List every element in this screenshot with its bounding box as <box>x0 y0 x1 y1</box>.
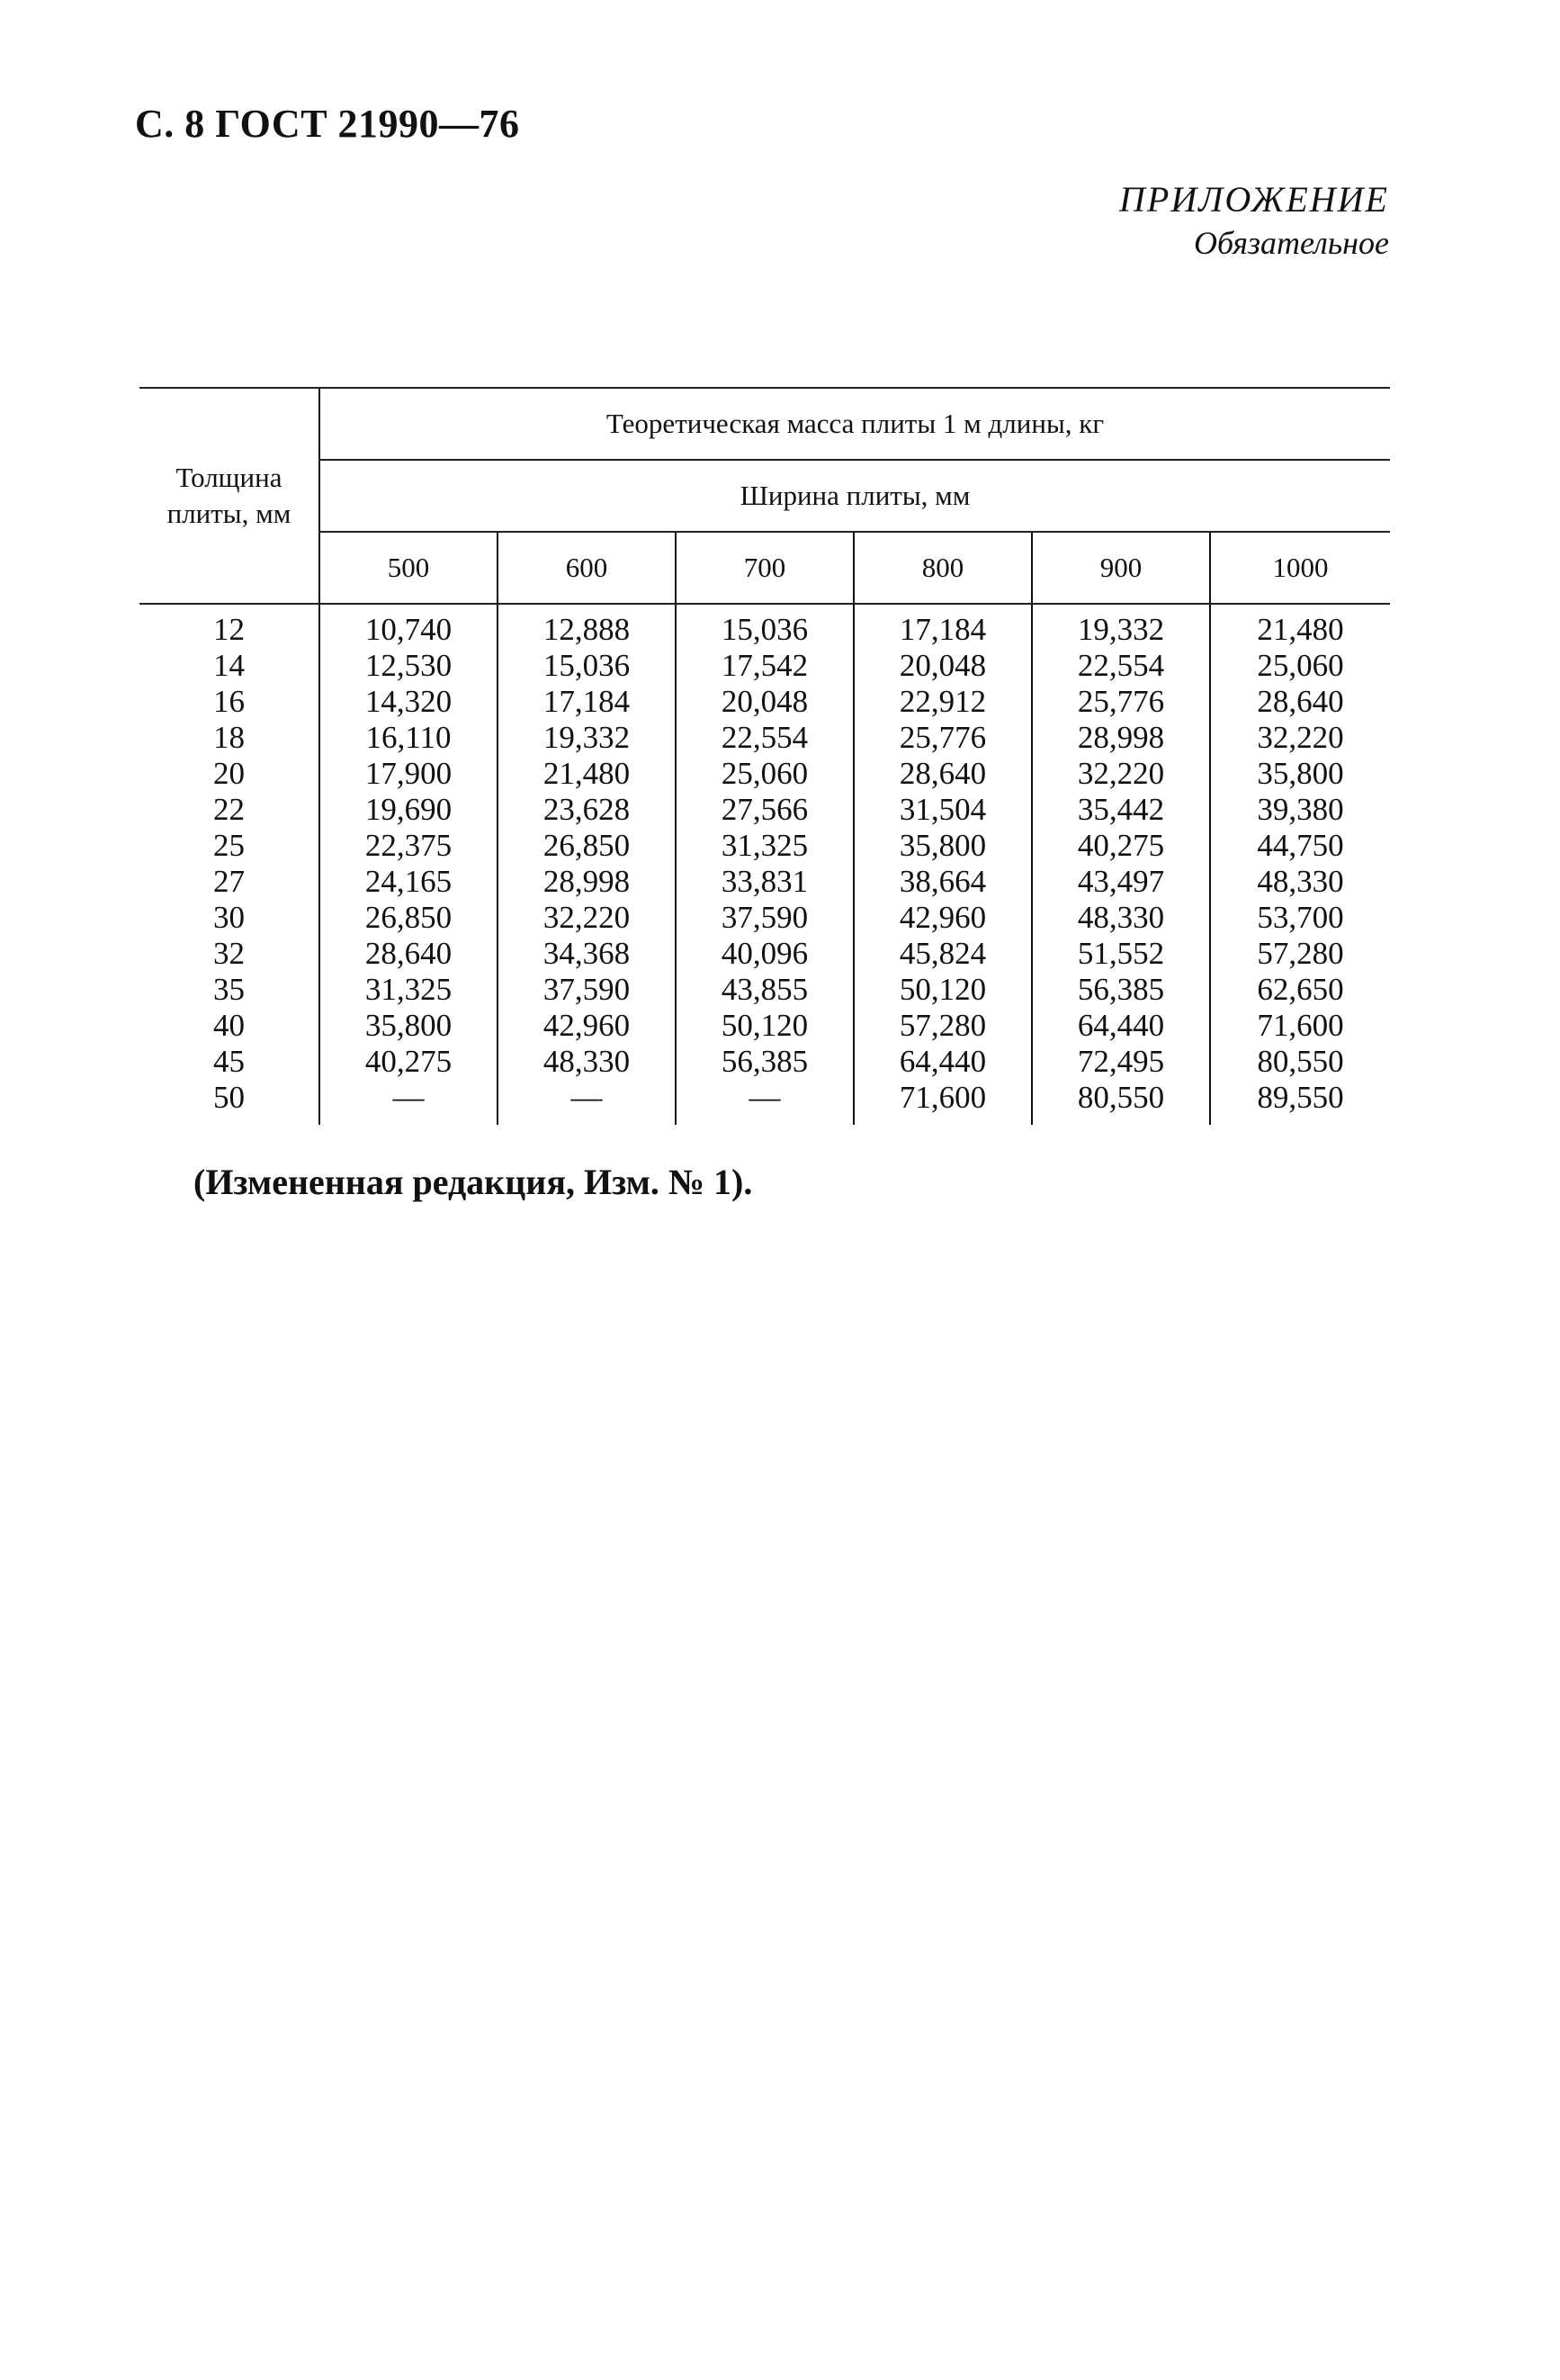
mass-cell: 53,700 <box>1210 900 1390 936</box>
appendix-title: ПРИЛОЖЕНИЕ <box>1119 179 1389 220</box>
mass-cell: 57,280 <box>1210 936 1390 972</box>
thickness-header <box>139 388 319 604</box>
table-body <box>139 604 1390 1125</box>
mass-cell: 38,664 <box>854 864 1032 900</box>
width-column-header: 500 <box>319 532 498 604</box>
mass-cell: 32,220 <box>1210 720 1390 756</box>
mass-cell: 26,850 <box>498 828 676 864</box>
mass-cell: 44,750 <box>1210 828 1390 864</box>
mass-cell: 16,110 <box>319 720 498 756</box>
mass-cell: 10,740 <box>319 604 498 648</box>
thickness-header-line-1: Толщина <box>175 462 282 493</box>
mass-cell: 39,380 <box>1210 792 1390 828</box>
mass-cell: 72,495 <box>1032 1044 1210 1080</box>
mass-cell: 22,554 <box>1032 648 1210 684</box>
mass-cell: 12,530 <box>319 648 498 684</box>
mass-cell: 28,998 <box>498 864 676 900</box>
mass-cell: 26,850 <box>319 900 498 936</box>
mass-cell: 24,165 <box>319 864 498 900</box>
mass-cell: 31,325 <box>319 972 498 1008</box>
mass-cell: 89,550 <box>1210 1080 1390 1125</box>
mass-cell: 15,036 <box>676 604 854 648</box>
thickness-cell: 25 <box>213 828 245 863</box>
mass-cell: 50,120 <box>854 972 1032 1008</box>
table-row <box>139 604 1390 648</box>
thickness-cell: 27 <box>213 864 245 899</box>
mass-cell: 45,824 <box>854 936 1032 972</box>
mass-cell: 80,550 <box>1032 1080 1210 1125</box>
mass-cell: 31,325 <box>676 828 854 864</box>
mass-cell: 71,600 <box>1210 1008 1390 1044</box>
mass-cell: 23,628 <box>498 792 676 828</box>
thickness-cell: 22 <box>213 792 245 827</box>
width-column-header: 700 <box>676 532 854 604</box>
mass-cell: 28,998 <box>1032 720 1210 756</box>
revision-note: (Измененная редакция, Изм. № 1). <box>193 1162 753 1202</box>
table-row <box>139 1008 1390 1044</box>
width-header: Ширина плиты, мм <box>319 460 1390 532</box>
mass-cell: 56,385 <box>1032 972 1210 1008</box>
width-columns-row <box>139 532 1390 604</box>
mass-cell: 28,640 <box>854 756 1032 792</box>
mass-cell: — <box>319 1080 498 1125</box>
mass-cell: 64,440 <box>1032 1008 1210 1044</box>
mass-cell: 43,855 <box>676 972 854 1008</box>
table-row <box>139 864 1390 900</box>
mass-cell: 25,776 <box>854 720 1032 756</box>
thickness-cell: 12 <box>213 612 245 647</box>
mass-cell: 34,368 <box>498 936 676 972</box>
mass-cell: 25,776 <box>1032 684 1210 720</box>
mass-cell: 35,800 <box>1210 756 1390 792</box>
mass-cell: 25,060 <box>676 756 854 792</box>
mass-cell: 56,385 <box>676 1044 854 1080</box>
mass-cell: 35,800 <box>319 1008 498 1044</box>
width-column-header: 900 <box>1032 532 1210 604</box>
mass-cell: 20,048 <box>676 684 854 720</box>
mass-cell: 50,120 <box>676 1008 854 1044</box>
mass-cell: 32,220 <box>498 900 676 936</box>
mass-cell: 17,184 <box>498 684 676 720</box>
mass-cell: 15,036 <box>498 648 676 684</box>
thickness-header-line-2: плиты, мм <box>166 498 291 529</box>
mass-cell: — <box>676 1080 854 1125</box>
mass-cell: 40,275 <box>319 1044 498 1080</box>
mass-cell: 57,280 <box>854 1008 1032 1044</box>
mass-cell: 17,542 <box>676 648 854 684</box>
mass-cell: 12,888 <box>498 604 676 648</box>
table-row <box>139 684 1390 720</box>
mass-cell: 48,330 <box>498 1044 676 1080</box>
mass-cell: 22,375 <box>319 828 498 864</box>
table-row <box>139 720 1390 756</box>
mass-cell: 37,590 <box>498 972 676 1008</box>
table-row <box>139 828 1390 864</box>
mass-cell: 32,220 <box>1032 756 1210 792</box>
mass-cell: 22,912 <box>854 684 1032 720</box>
mass-cell: 42,960 <box>498 1008 676 1044</box>
appendix-label <box>1119 178 1389 262</box>
page-header: С. 8 ГОСТ 21990—76 <box>135 102 520 146</box>
table-row <box>139 972 1390 1008</box>
mass-cell: 31,504 <box>854 792 1032 828</box>
mass-cell: 21,480 <box>1210 604 1390 648</box>
width-column-header: 600 <box>498 532 676 604</box>
mass-cell: 20,048 <box>854 648 1032 684</box>
appendix-subtitle: Обязательное <box>1194 225 1389 261</box>
mass-cell: 62,650 <box>1210 972 1390 1008</box>
table-row <box>139 900 1390 936</box>
mass-table <box>139 387 1390 1125</box>
mass-cell: 42,960 <box>854 900 1032 936</box>
mass-cell: 27,566 <box>676 792 854 828</box>
mass-cell: 43,497 <box>1032 864 1210 900</box>
mass-cell: 48,330 <box>1210 864 1390 900</box>
thickness-cell: 30 <box>213 900 245 935</box>
mass-cell: 33,831 <box>676 864 854 900</box>
width-column-header: 1000 <box>1210 532 1390 604</box>
width-column-header: 800 <box>854 532 1032 604</box>
mass-cell: 37,590 <box>676 900 854 936</box>
mass-cell: 48,330 <box>1032 900 1210 936</box>
mass-cell: 40,275 <box>1032 828 1210 864</box>
thickness-cell: 45 <box>213 1044 245 1079</box>
mass-cell: — <box>498 1080 676 1125</box>
mass-cell: 35,442 <box>1032 792 1210 828</box>
mass-cell: 19,332 <box>498 720 676 756</box>
table-row <box>139 1044 1390 1080</box>
mass-cell: 71,600 <box>854 1080 1032 1125</box>
mass-cell: 28,640 <box>1210 684 1390 720</box>
mass-cell: 25,060 <box>1210 648 1390 684</box>
thickness-cell: 20 <box>213 756 245 791</box>
mass-cell: 19,690 <box>319 792 498 828</box>
mass-cell: 35,800 <box>854 828 1032 864</box>
thickness-cell: 50 <box>213 1080 245 1115</box>
thickness-cell: 16 <box>213 684 245 719</box>
mass-cell: 64,440 <box>854 1044 1032 1080</box>
mass-cell: 21,480 <box>498 756 676 792</box>
table-row <box>139 792 1390 828</box>
mass-cell: 17,184 <box>854 604 1032 648</box>
thickness-cell: 40 <box>213 1008 245 1043</box>
mass-cell: 80,550 <box>1210 1044 1390 1080</box>
table-row <box>139 756 1390 792</box>
mass-header: Теоретическая масса плиты 1 м длины, кг <box>319 388 1390 460</box>
mass-cell: 14,320 <box>319 684 498 720</box>
mass-cell: 28,640 <box>319 936 498 972</box>
mass-cell: 17,900 <box>319 756 498 792</box>
table-row <box>139 1080 1390 1125</box>
mass-cell: 51,552 <box>1032 936 1210 972</box>
mass-cell: 19,332 <box>1032 604 1210 648</box>
thickness-cell: 32 <box>213 936 245 971</box>
thickness-cell: 35 <box>213 972 245 1007</box>
thickness-cell: 18 <box>213 720 245 755</box>
table-row <box>139 648 1390 684</box>
mass-cell: 22,554 <box>676 720 854 756</box>
table-row <box>139 936 1390 972</box>
mass-cell: 40,096 <box>676 936 854 972</box>
thickness-cell: 14 <box>213 648 245 683</box>
